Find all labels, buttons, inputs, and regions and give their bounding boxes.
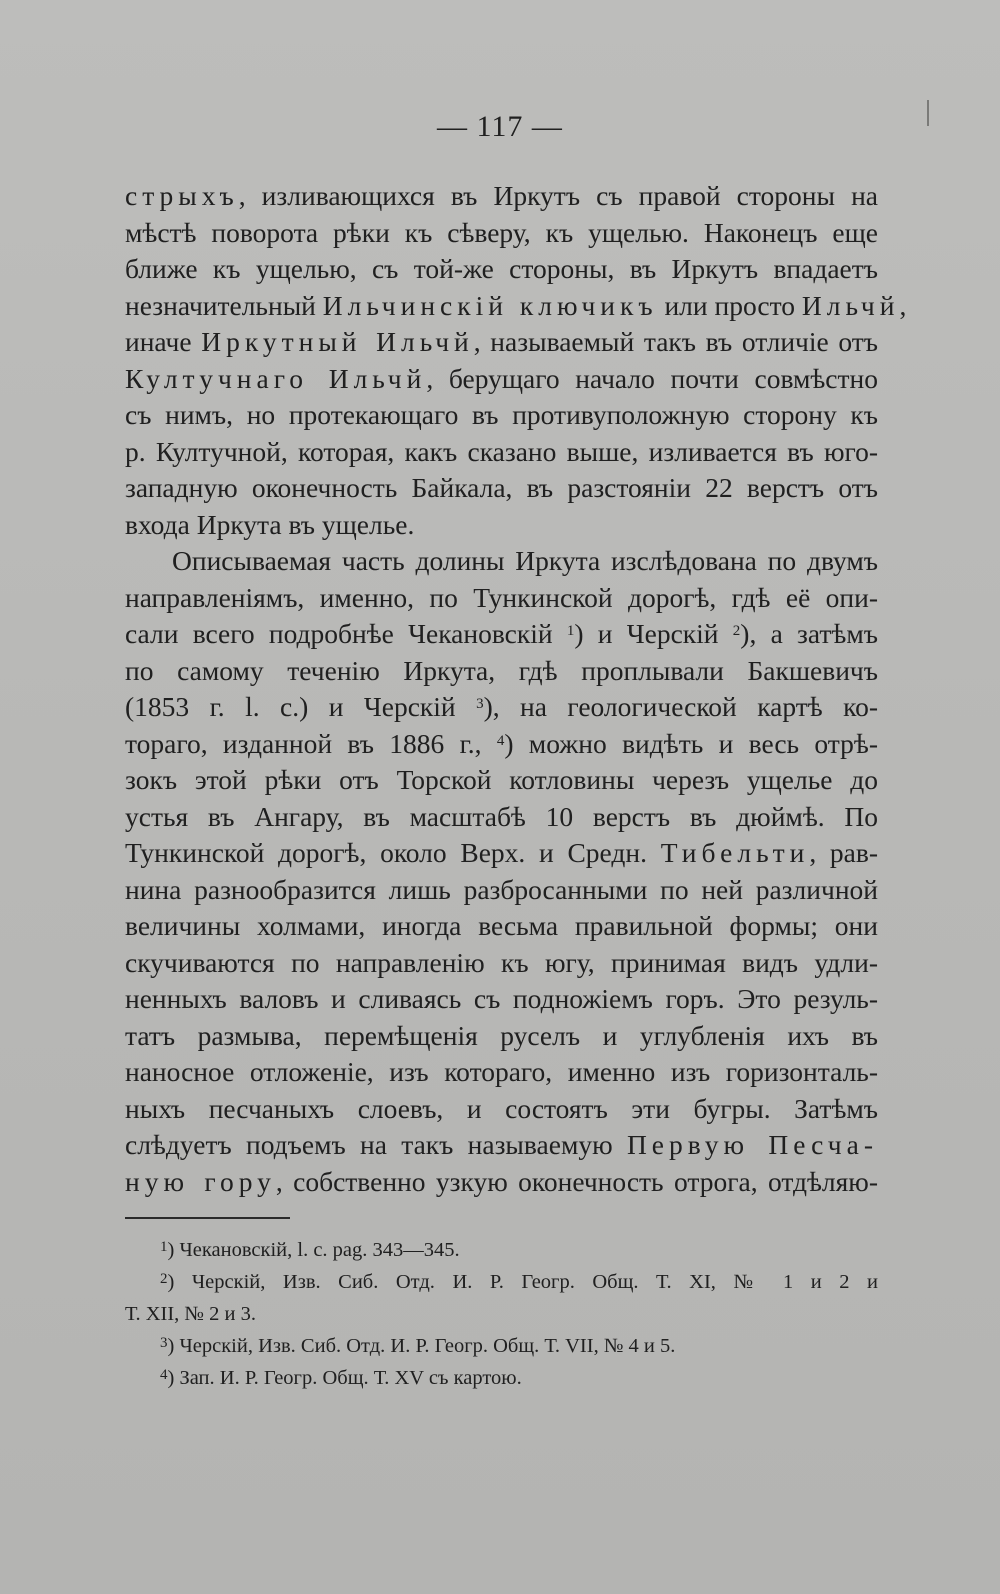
text-line <box>125 470 878 506</box>
footnote-ref: 3 <box>476 696 484 712</box>
footnote-ref: 1 <box>566 623 575 639</box>
text-run: иначе <box>125 326 202 357</box>
text-run: Описываемая часть долины Иркута изслѣдована по двумъ <box>172 545 878 576</box>
text-run: , <box>899 289 907 321</box>
footnote <box>160 1235 878 1265</box>
text-run: скучиваются по направленію къ югу, принимая видъ удли- <box>125 946 878 978</box>
text-run: Тункинской дорогѣ, около Верх. и Средн. <box>125 837 661 868</box>
footnote-ref: 1 <box>160 1239 168 1255</box>
text-run: ) Черскій, Изв. Сиб. Отд. И. Р. Геогр. Общ. Т. XI, № 1 и 2 и <box>167 1271 878 1293</box>
text-run: ) можно видѣть и весь отрѣ- <box>504 727 878 759</box>
text-run: направленіямъ, именно, по Тункинской дорогѣ, гдѣ её опи- <box>125 581 878 613</box>
text-run: зокъ этой рѣки отъ Торской котловины черезъ ущелье до <box>125 764 878 795</box>
text-line <box>125 361 878 397</box>
page-number: — 117 — <box>437 110 563 143</box>
text-run: тораго, изданной въ 1886 г., <box>125 727 497 759</box>
text-run: сали всего подробнѣе Чекановскій <box>125 618 567 649</box>
text-line <box>125 178 878 214</box>
footnote-ref: 3 <box>160 1335 168 1351</box>
spaced-term: Первую Песча- <box>626 1129 878 1160</box>
text-run: нина разнообразится лишь разбросанными по ней различной <box>125 873 878 905</box>
text-run: или просто <box>657 289 802 321</box>
text-run: ныхъ песчаныхъ слоевъ, и состоятъ эти бугры. Затѣмъ <box>125 1092 878 1124</box>
text-line <box>125 1164 878 1200</box>
text-line <box>125 397 878 433</box>
text-run: ) Чекановскій, l. c. pag. 343—345. <box>167 1239 460 1261</box>
text-run: , называемый такъ въ отличіе отъ <box>473 326 879 357</box>
footnote <box>160 1267 878 1297</box>
text-run: слѣдуетъ подъемъ на такъ называемую <box>125 1129 627 1160</box>
spaced-term: Ильчй <box>801 289 900 321</box>
text-line <box>125 580 878 616</box>
text-run: ) Черскій, Изв. Сиб. Отд. И. Р. Геогр. Общ. Т. VII, № 4 и 5. <box>167 1335 676 1357</box>
text-run: Т. XII, № 2 и 3. <box>125 1303 256 1325</box>
text-run: ) и Черскій <box>574 618 733 649</box>
text-line <box>125 799 878 835</box>
text-run: , рав- <box>809 837 878 868</box>
text-line <box>125 434 878 470</box>
text-line <box>125 215 878 251</box>
spaced-term: Ильчинскій ключикъ <box>322 289 658 321</box>
text-run: ), на геологической картѣ ко- <box>483 691 878 722</box>
footnote <box>160 1331 878 1361</box>
spaced-term: Тибельти <box>660 837 810 868</box>
text-run: , изливающихся въ Иркутъ съ правой стороны на <box>238 180 878 211</box>
text-run: ), а затѣмъ <box>740 618 878 649</box>
text-run: ближе къ ущелью, съ той-же стороны, въ Иркутъ впадаетъ <box>125 253 878 284</box>
text-line <box>125 653 878 689</box>
footnote <box>160 1363 878 1393</box>
text-line <box>125 689 878 725</box>
text-run: незначительный <box>125 289 323 321</box>
footnote <box>125 1299 878 1329</box>
footnote-ref: 2 <box>160 1271 168 1287</box>
spaced-term: Иркутный Ильчй <box>201 326 474 357</box>
text-line <box>125 726 878 762</box>
text-line <box>125 1018 878 1054</box>
text-run: величины холмами, иногда весьма правильной формы; они <box>125 910 878 941</box>
text-run: ненныхъ валовъ и сливаясь съ подножіемъ горъ. Это резуль- <box>125 983 878 1014</box>
text-line <box>125 762 878 798</box>
text-run: по самому теченію Иркута, гдѣ проплывали Бакшевичъ <box>125 654 878 686</box>
footnote-ref: 4 <box>496 732 505 749</box>
text-run: съ нимъ, но протекающаго въ противуположную сторону къ <box>125 399 878 430</box>
text-line <box>125 616 878 652</box>
text-run: наносное отложеніе, изъ котораго, именно изъ горизонталь- <box>125 1056 878 1087</box>
text-run: ) Зап. И. Р. Геогр. Общ. Т. XV съ картою. <box>167 1367 522 1389</box>
spaced-term: ную гору <box>125 1165 276 1197</box>
footnote-ref: 4 <box>160 1367 168 1383</box>
text-run: татъ размыва, перемѣщенія руселъ и углубленія ихъ въ <box>125 1019 878 1051</box>
text-run: , собственно узкую оконечность отрога, отдѣляю- <box>275 1165 878 1197</box>
text-run: р. Култучной, которая, какъ сказано выше, изливается въ юго- <box>125 435 878 467</box>
footnote-separator <box>125 1217 290 1219</box>
text-line <box>125 908 878 944</box>
text-line <box>125 1091 878 1127</box>
spaced-term: Култучнаго Ильчй <box>125 362 427 394</box>
text-line <box>125 324 878 360</box>
text-line <box>125 981 878 1017</box>
text-run: западную оконечность Байкала, въ разстояніи 22 верстъ отъ <box>125 472 878 503</box>
text-line <box>125 835 878 871</box>
text-run: мѣстѣ поворота рѣки къ сѣверу, къ ущелью. Наконецъ еще <box>125 216 878 248</box>
footnote-ref: 2 <box>732 623 741 639</box>
text-run: , берущаго начало почти совмѣстно <box>426 362 878 394</box>
text-line <box>125 288 907 324</box>
text-line <box>125 945 878 981</box>
text-line <box>125 251 878 287</box>
text-run: входа Иркута въ ущелье. <box>125 508 415 540</box>
text-line <box>125 1127 878 1163</box>
spaced-term: стрыхъ <box>125 180 239 211</box>
text-line <box>125 1054 878 1090</box>
text-run: устья въ Ангару, въ масштабѣ 10 верстъ въ дюймѣ. По <box>125 800 878 832</box>
text-line <box>125 507 878 543</box>
text-line <box>172 543 878 579</box>
text-line <box>125 872 878 908</box>
text-run: (1853 г. l. c.) и Черскій <box>125 691 477 722</box>
